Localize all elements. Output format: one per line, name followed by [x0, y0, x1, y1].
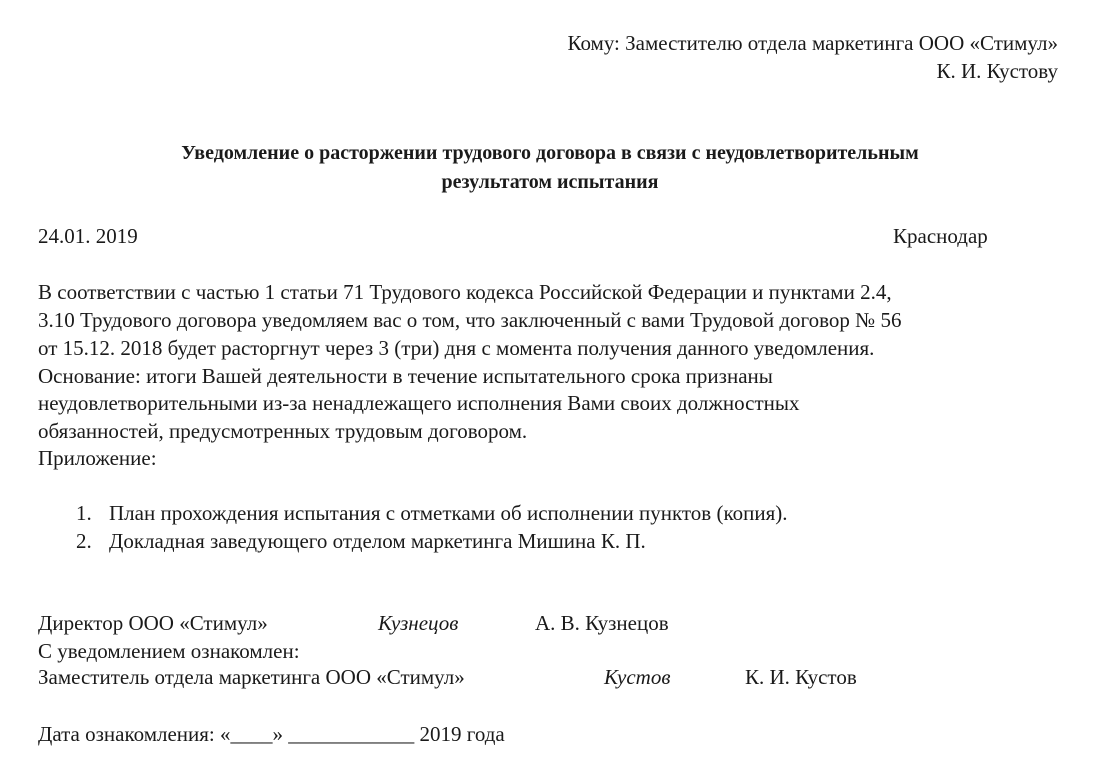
attachments-label: Приложение:: [38, 446, 157, 470]
title-line-1: Уведомление о расторжении трудового договора в связи с неудовлетворительным: [181, 142, 919, 164]
title-line-2: результатом испытания: [441, 171, 659, 193]
deputy-name: К. И. Кустов: [745, 665, 857, 689]
acquaintance-date: Дата ознакомления: «____» ____________ 2019 года: [38, 722, 505, 746]
list-item-number: 1.: [76, 501, 92, 525]
deputy-position: Заместитель отдела маркетинга ООО «Стимул»: [38, 665, 465, 689]
body-line-4: Основание: итоги Вашей деятельности в течение испытательного срока признаны: [38, 364, 773, 388]
list-item-number: 2.: [76, 529, 92, 553]
list-item-text: План прохождения испытания с отметками об исполнении пунктов (копия).: [109, 501, 788, 525]
list-item-text: Докладная заведующего отделом маркетинга Мишина К. П.: [109, 529, 646, 553]
addressee-line-1: Кому: Заместителю отдела маркетинга ООО «Стимул»: [567, 31, 1058, 55]
addressee-line-2: К. И. Кустову: [936, 59, 1058, 83]
director-signature: Кузнецов: [378, 611, 459, 635]
body-line-5: неудовлетворительными из-за ненадлежащего исполнения Вами своих должностных: [38, 391, 800, 415]
deputy-signature: Кустов: [604, 665, 671, 689]
body-line-3: от 15.12. 2018 будет расторгнут через 3 (три) дня с момента получения данного уведомления.: [38, 336, 875, 360]
director-position: Директор ООО «Стимул»: [38, 611, 268, 635]
list-item: [76, 527, 646, 555]
director-name: А. В. Кузнецов: [535, 611, 669, 635]
acknowledged-label: С уведомлением ознакомлен:: [38, 639, 300, 663]
document-title: [0, 139, 1100, 197]
list-item: [76, 499, 787, 527]
body-line-1: В соответствии с частью 1 статьи 71 Трудового кодекса Российской Федерации и пунктами 2.4,: [38, 280, 892, 304]
body-line-2: 3.10 Трудового договора уведомляем вас о том, что заключенный с вами Трудовой договор № 56: [38, 308, 902, 332]
document-date: 24.01. 2019: [38, 224, 138, 248]
body-line-6: обязанностей, предусмотренных трудовым договором.: [38, 419, 528, 443]
document-city: Краснодар: [893, 224, 988, 248]
